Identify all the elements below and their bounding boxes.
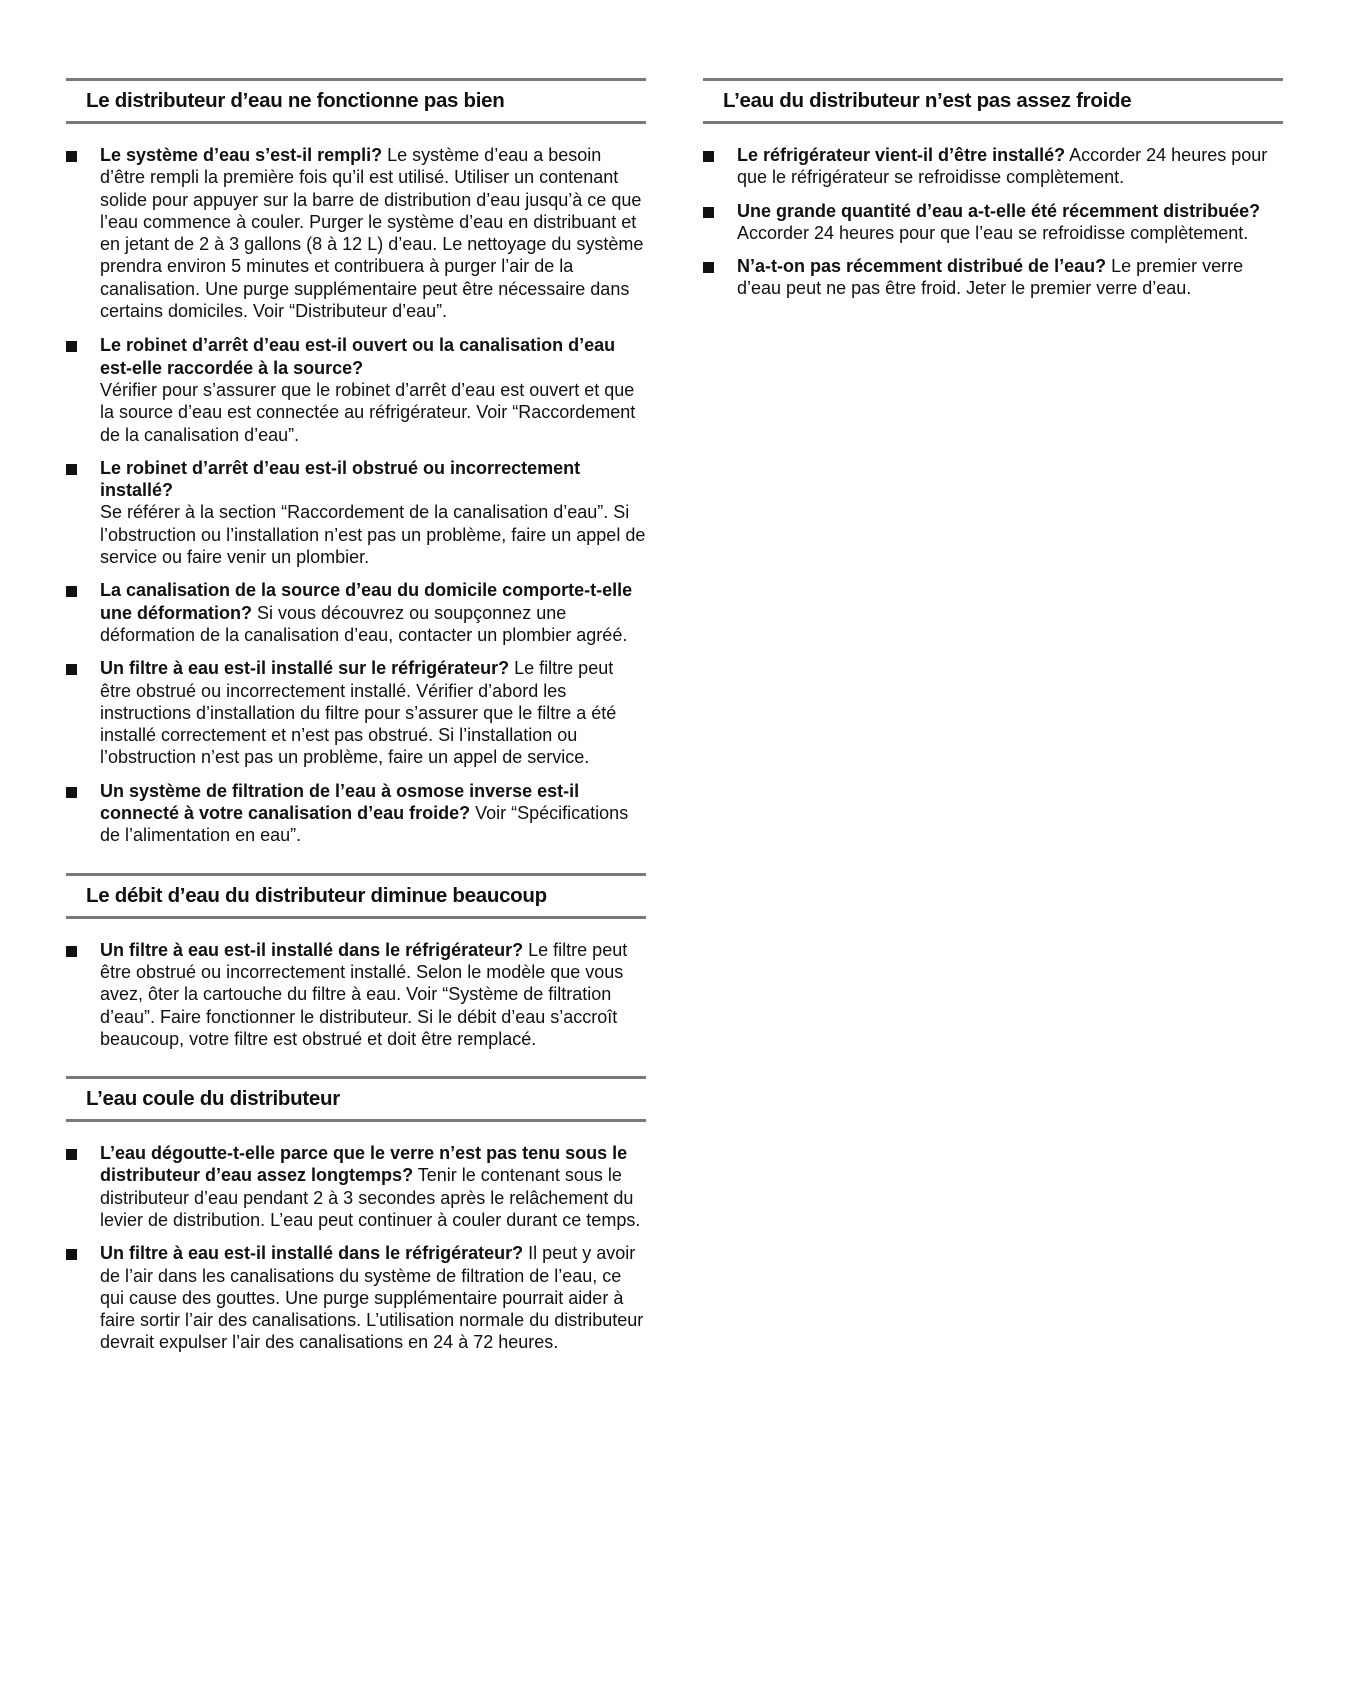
item-question: N’a-t-on pas récemment distribué de l’eau? (737, 256, 1107, 277)
list-item (66, 1242, 646, 1353)
list-item (66, 1142, 646, 1231)
square-bullet-icon (66, 787, 77, 798)
section-water-leaks (66, 1076, 646, 1354)
item-list (66, 939, 646, 1050)
item-question: Une grande quantité d’eau a-t-elle été récemment distribuée? (737, 200, 1261, 221)
item-answer: Le filtre peut être obstrué ou incorrectement installé. Vérifier d’abord les instructions d’installation du filtre pour s’assurer que le filtre a été installé correctement et n’est pas obstrué. Si l’installation ou l’obstruction n’est pas un problème, faire un appel de service. (100, 658, 617, 768)
item-answer: Accorder 24 heures pour que l’eau se refroidisse complètement. (737, 222, 1249, 243)
item-question: Un filtre à eau est-il installé sur le réfrigérateur? (100, 658, 510, 679)
square-bullet-icon (703, 262, 714, 273)
list-item (66, 939, 646, 1050)
item-answer: Il peut y avoir de l’air dans les canalisations du système de filtration de l’eau, ce qui cause des gouttes. Une purge supplémentaire pourrait aider à faire sortir l’air des canalisations. L’utilisation normale du distributeur devrait expulser l’air des canalisations en 24 à 72 heures. (100, 1243, 644, 1353)
section-water-not-cold (703, 78, 1283, 300)
right-column (703, 78, 1283, 326)
square-bullet-icon (66, 664, 77, 675)
square-bullet-icon (66, 1149, 77, 1160)
section-heading: L’eau du distributeur n’est pas assez froide (703, 78, 1283, 124)
item-question: Un filtre à eau est-il installé dans le réfrigérateur? (100, 1243, 524, 1264)
item-question: L’eau dégoutte-t-elle parce que le verre n’est pas tenu sous le distributeur d’eau assez longtemps? (100, 1143, 628, 1186)
square-bullet-icon (703, 207, 714, 218)
item-answer: Se référer à la section “Raccordement de la canalisation d’eau”. Si l’obstruction ou l’installation n’est pas un problème, faire un appel de service ou faire venir un plombier. (100, 502, 646, 568)
item-answer: Vérifier pour s’assurer que le robinet d’arrêt d’eau est ouvert et que la source d’eau est connectée au réfrigérateur. Voir “Raccordement de la canalisation d’eau”. (100, 379, 636, 445)
item-list (703, 144, 1283, 300)
section-heading: Le débit d’eau du distributeur diminue beaucoup (66, 873, 646, 919)
list-item (66, 457, 646, 568)
square-bullet-icon (66, 341, 77, 352)
square-bullet-icon (66, 946, 77, 957)
item-answer: Voir “Spécifications de l’alimentation en eau”. (100, 803, 629, 846)
item-answer: Si vous découvrez ou soupçonnez une déformation de la canalisation d’eau, contacter un plombier agréé. (100, 602, 628, 645)
section-heading: Le distributeur d’eau ne fonctionne pas bien (66, 78, 646, 124)
square-bullet-icon (66, 151, 77, 162)
item-answer: Le filtre peut être obstrué ou incorrectement installé. Selon le modèle que vous avez, ôter la cartouche du filtre à eau. Voir “Système de filtration d’eau”. Faire fonctionner le distributeur. Si le débit d’eau s’accroît beaucoup, votre filtre est obstrué et doit être remplacé. (100, 939, 628, 1049)
item-list (66, 144, 646, 847)
list-item (703, 255, 1283, 300)
item-answer: Accorder 24 heures pour que le réfrigérateur se refroidisse complètement. (737, 145, 1268, 188)
left-column (66, 78, 646, 1380)
item-question: Le robinet d’arrêt d’eau est-il ouvert ou la canalisation d’eau est-elle raccordée à la source? (100, 335, 616, 378)
list-item (66, 657, 646, 768)
item-answer: Le système d’eau a besoin d’être rempli la première fois qu’il est utilisé. Utiliser un contenant solide pour appuyer sur la barre de distribution d’eau jusqu’à ce que l’eau commence à couler. Purger le système d’eau en distribuant et en jetant de 2 à 3 gallons (8 à 12 L) d’eau. Le nettoyage du système prendra environ 5 minutes et contribuera à purger l’air de la canalisation. Une purge supplémentaire peut être nécessaire dans certains domiciles. Voir “Distributeur d’eau”. (100, 145, 644, 322)
item-question: Le système d’eau s’est-il rempli? (100, 145, 383, 165)
item-question: Le robinet d’arrêt d’eau est-il obstrué ou incorrectement installé? (100, 457, 581, 501)
item-answer: Le premier verre d’eau peut ne pas être froid. Jeter le premier verre d’eau. (737, 256, 1244, 299)
item-question: La canalisation de la source d’eau du domicile comporte-t-elle une déformation? (100, 580, 633, 623)
section-flow-decreases (66, 873, 646, 1050)
square-bullet-icon (66, 464, 77, 475)
item-list (66, 1142, 646, 1354)
item-answer: Tenir le contenant sous le distributeur d’eau pendant 2 à 3 secondes après le relâchement du levier de distribution. L’eau peut continuer à couler durant ce temps. (100, 1165, 641, 1230)
list-item (703, 200, 1283, 245)
square-bullet-icon (66, 586, 77, 597)
item-question: Un filtre à eau est-il installé dans le réfrigérateur? (100, 939, 524, 960)
list-item (703, 144, 1283, 189)
square-bullet-icon (703, 151, 714, 162)
item-question: Le réfrigérateur vient-il d’être installé? (737, 145, 1066, 165)
list-item (66, 334, 646, 445)
list-item (66, 144, 646, 322)
section-heading: L’eau coule du distributeur (66, 1076, 646, 1122)
item-question: Un système de filtration de l’eau à osmose inverse est-il connecté à votre canalisation d’eau froide? (100, 780, 580, 824)
list-item (66, 579, 646, 646)
square-bullet-icon (66, 1249, 77, 1260)
list-item (66, 780, 646, 847)
section-dispenser-not-working (66, 78, 646, 847)
